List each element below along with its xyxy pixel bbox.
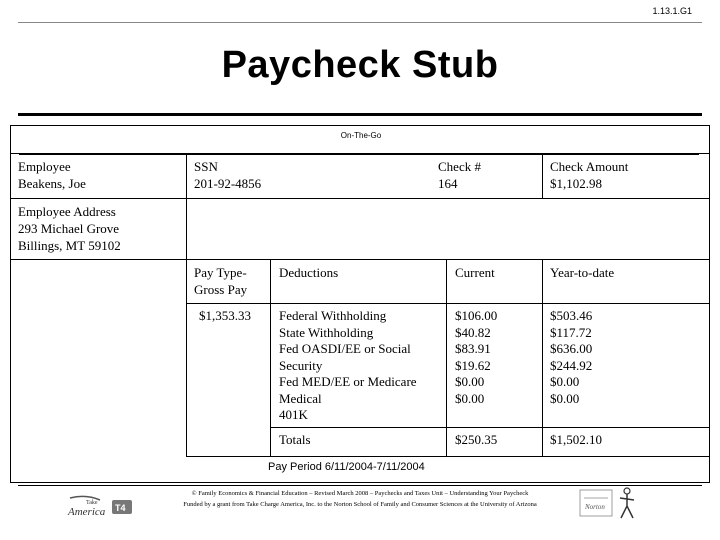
totals-current: $250.35	[455, 432, 498, 447]
ssn-cell-border	[186, 153, 187, 199]
slide-code: 1.13.1.G1	[652, 6, 692, 16]
totals-ytd: $1,502.10	[550, 432, 602, 447]
footer-line1: © Family Economics & Financial Education – Revised March 2008 – Paychecks and Taxes Unit – Understanding Your Paycheck	[191, 490, 529, 497]
check-number-label: Check #	[438, 159, 481, 174]
deductions-header: Deductions	[279, 265, 339, 280]
table-row-line-1	[186, 303, 710, 304]
address-label: Employee Address	[18, 204, 116, 219]
check-amount-label: Check Amount	[550, 159, 629, 174]
check-number-value: 164	[438, 176, 458, 191]
table-row-line-2	[270, 427, 710, 428]
svg-text:America: America	[68, 506, 106, 518]
footer-line	[18, 485, 702, 486]
ytd-header: Year-to-date	[550, 265, 615, 280]
company-name: On-The-Go	[340, 131, 382, 140]
current-header: Current	[455, 265, 495, 280]
title-rule	[18, 113, 702, 116]
pay-type-label: Pay Type- Gross Pay	[194, 265, 248, 297]
employee-label: Employee	[18, 159, 71, 174]
address-line2: Billings, MT 59102	[18, 238, 121, 253]
address-line1: 293 Michael Grove	[18, 221, 120, 236]
page-title: Paycheck Stub	[221, 44, 499, 86]
totals-label: Totals	[279, 432, 311, 447]
footer-credits	[100, 488, 620, 510]
employee-name: Beakens, Joe	[18, 176, 86, 191]
pay-period: Pay Period 6/11/2004-7/11/2004	[268, 461, 425, 473]
deductions-list: Federal Withholding State Withholding Fed OASDI/EE or Social Security Fed MED/EE or Medicare Medical 401K	[279, 308, 417, 422]
ytd-amounts: $503.46 $117.72 $636.00 $244.92 $0.00 $0.00	[550, 308, 593, 406]
amount-cell-border	[542, 153, 543, 199]
ssn-label: SSN	[194, 159, 218, 174]
footer-line2: Funded by a grant from Take Charge America, Inc. to the Norton School of Family and Consumer Sciences at the University of Arizona	[183, 501, 537, 508]
svg-text:Take: Take	[86, 500, 98, 506]
check-amount-value: $1,102.98	[550, 176, 602, 191]
top-border-line	[18, 22, 702, 23]
svg-text:T4: T4	[115, 503, 126, 513]
ssn-value: 201-92-4856	[194, 176, 262, 191]
gross-pay-value: $1,353.33	[199, 308, 251, 323]
svg-text:Norton: Norton	[585, 503, 605, 511]
current-amounts: $106.00 $40.82 $83.91 $19.62 $0.00 $0.00	[455, 308, 498, 406]
